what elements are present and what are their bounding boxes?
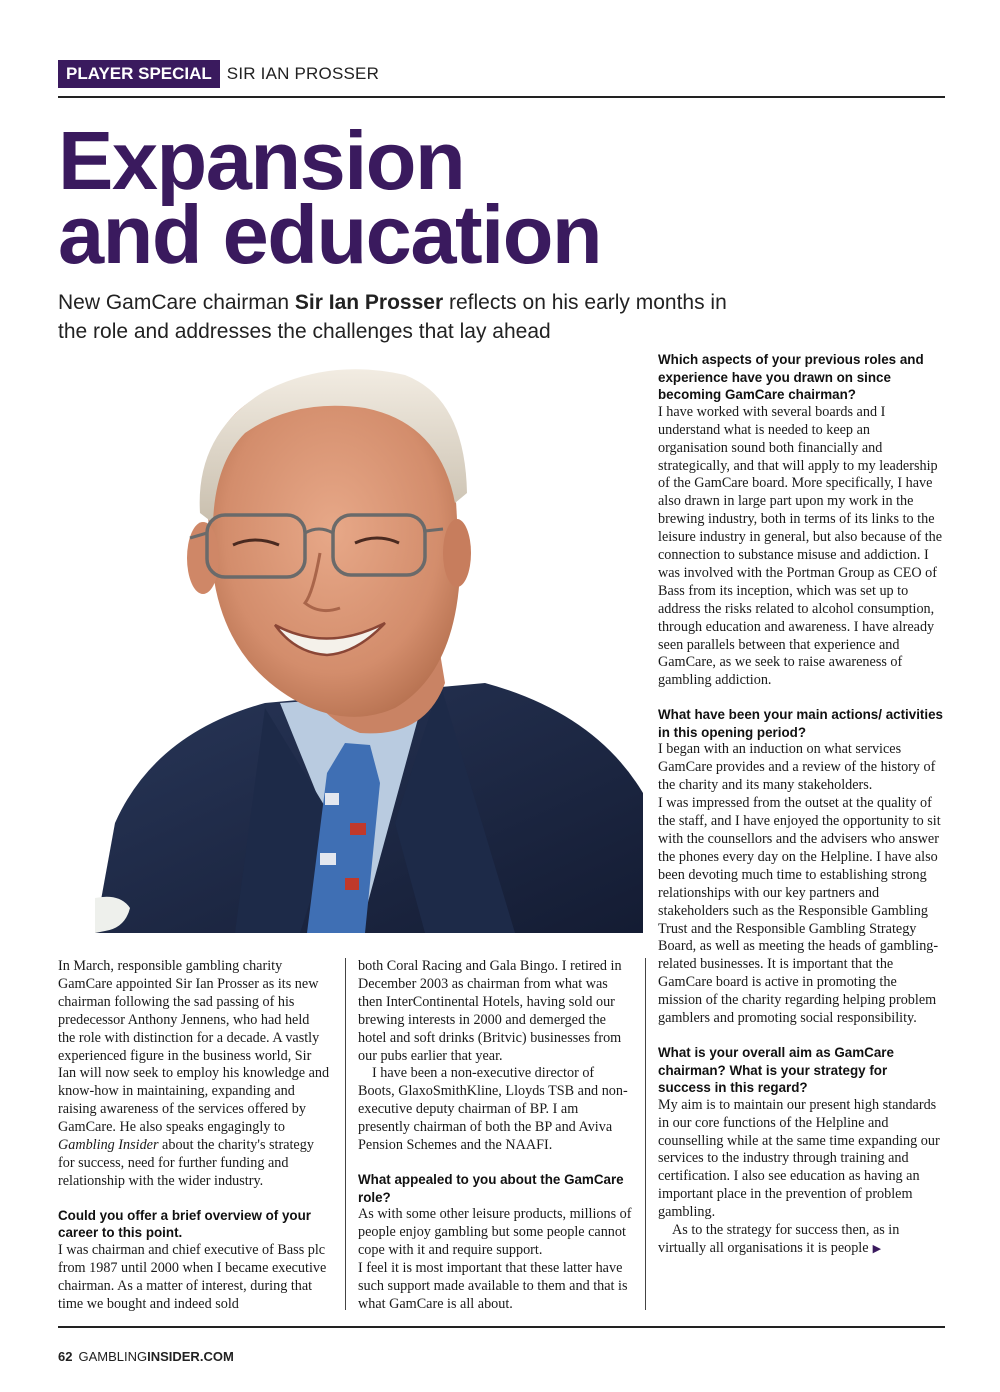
standfirst-post: reflects on his early months in the role and addresses the challenges that lay ahead [58, 291, 727, 343]
publication-name: Gambling Insider [58, 1137, 159, 1154]
answer-3: I have worked with several boards and I understand what is needed to keep an organisation sound both financially and strategically, and that will apply to my leadership of the GamCare board. More specifically, I have also drawn in large part upon my work in the brewing industry, both in terms of its links to the leisure industry in general, but also because of the connection to substance misuse and addiction. I was involved with the Portman Group as CEO of Bass from its inception, which was set up to address the risks related to alcohol consumption, through education and awareness. I have already seen parallels between that experience and GamCare, as we seek to raise awareness of gambling addiction. [658, 403, 943, 689]
headline [58, 114, 958, 281]
portrait-illustration [95, 353, 643, 933]
question-3: Which aspects of your previous roles and experience have you drawn on since becoming GamCare chairman? [658, 352, 924, 403]
standfirst [58, 288, 758, 346]
answer-4: I began with an induction on what services GamCare provides and a review of the history of the charity and its many stakeholders. [658, 741, 936, 794]
question-1: Could you offer a brief overview of your career to this point. [58, 1207, 311, 1241]
headline-line-2: and education [58, 188, 602, 281]
column-divider-1 [345, 958, 346, 1310]
column-divider-2 [645, 958, 646, 1310]
top-rule [58, 96, 945, 98]
answer-2-paragraph-2: I feel it is most important that these latter have such support made available to them and that is what GamCare is all about. [358, 1259, 628, 1312]
footer-brand-a: GAMBLING [78, 1349, 148, 1364]
question-5: What is your overall aim as GamCare chairman? What is your strategy for success in this regard? [658, 1044, 894, 1096]
answer-5-paragraph-2-text: As to the strategy for success then, as in virtually all organisations it is people [658, 1222, 900, 1256]
answer-5: My aim is to maintain our present high standards in our core functions of the Helpline and counselling while at the same time expanding our services to the industry through training and certification. I also see education as having an important place in the prevention of problem gambling. [658, 1096, 940, 1221]
page-footer [58, 1349, 234, 1364]
section-tag: PLAYER SPECIAL [58, 60, 220, 88]
footer-brand-c: .COM [199, 1349, 234, 1364]
answer-1: I was chairman and chief executive of Bass plc from 1987 until 2000 when I became executive chairman. As a matter of interest, during that time we bought and indeed sold [58, 1241, 327, 1312]
page-number: 62 [58, 1349, 73, 1364]
answer-5-paragraph-2 [658, 1222, 943, 1259]
intro-text-end: about the charity's strategy for success, need for further funding and relationship with the wider industry. [58, 1137, 314, 1189]
answer-1-paragraph-2: I have been a non-executive director of Boots, GlaxoSmithKline, Lloyds TSB and non-executive deputy chairman of BP. I am presently chairman of both the BP and Aviva Pension Schemes and the NAAFI. [358, 1065, 628, 1154]
standfirst-name: Sir Ian Prosser [294, 291, 444, 314]
column-1 [58, 958, 330, 1314]
standfirst-pre: New GamCare chairman [58, 291, 295, 314]
answer-2: As with some other leisure products, millions of people enjoy gambling but some people cannot cope with it and require support. [358, 1206, 632, 1258]
section-name: SIR IAN PROSSER [226, 64, 380, 83]
column-2 [358, 958, 633, 1314]
column-3 [658, 351, 943, 1259]
question-4: What have been your main actions/ activities in this opening period? [658, 707, 944, 740]
intro-text: In March, responsible gambling charity GamCare appointed Sir Ian Prosser as its new chairman following the sad passing of his predecessor Anthony Jennens, who had held the role with distinction for a decade. A vastly experienced figure in the business world, Sir Ian will now seek to employ his knowledge and know-how in maintaining, expanding and raising awareness of the services offered by GamCare. He also speaks engagingly to [58, 958, 330, 1136]
portrait-photo [95, 353, 643, 933]
intro-paragraph [58, 958, 330, 1191]
headline-line-1: Expansion [58, 114, 465, 207]
question-2: What appealed to you about the GamCare role? [358, 1171, 624, 1205]
section-header [58, 60, 379, 88]
bottom-rule [58, 1326, 945, 1328]
triangle-right-icon: ▶ [872, 1243, 882, 1255]
answer-1-continued: both Coral Racing and Gala Bingo. I retired in December 2003 as chairman from what was then InterContinental Hotels, having sold our brewing interests in 2000 and demerged the hotel and soft drinks (Britvic) businesses from our pubs earlier that year. [358, 958, 622, 1064]
answer-4-paragraph-2: I was impressed from the outset at the quality of the staff, and I have enjoyed the opportunity to sit with the counsellors and the advisers who answer the phones every day on the Helpline. I have also been devoting much time to establishing strong relationships with our key partners and stakeholders such as the Responsible Gambling Trust and the Responsible Gambling Strategy Board, as well as meeting the heads of gambling-related businesses. It is important that the GamCare board is active in promoting the mission of the charity regarding helping problem gamblers and promoting social responsibility. [658, 795, 941, 1027]
footer-brand-b: INSIDER [147, 1349, 200, 1364]
